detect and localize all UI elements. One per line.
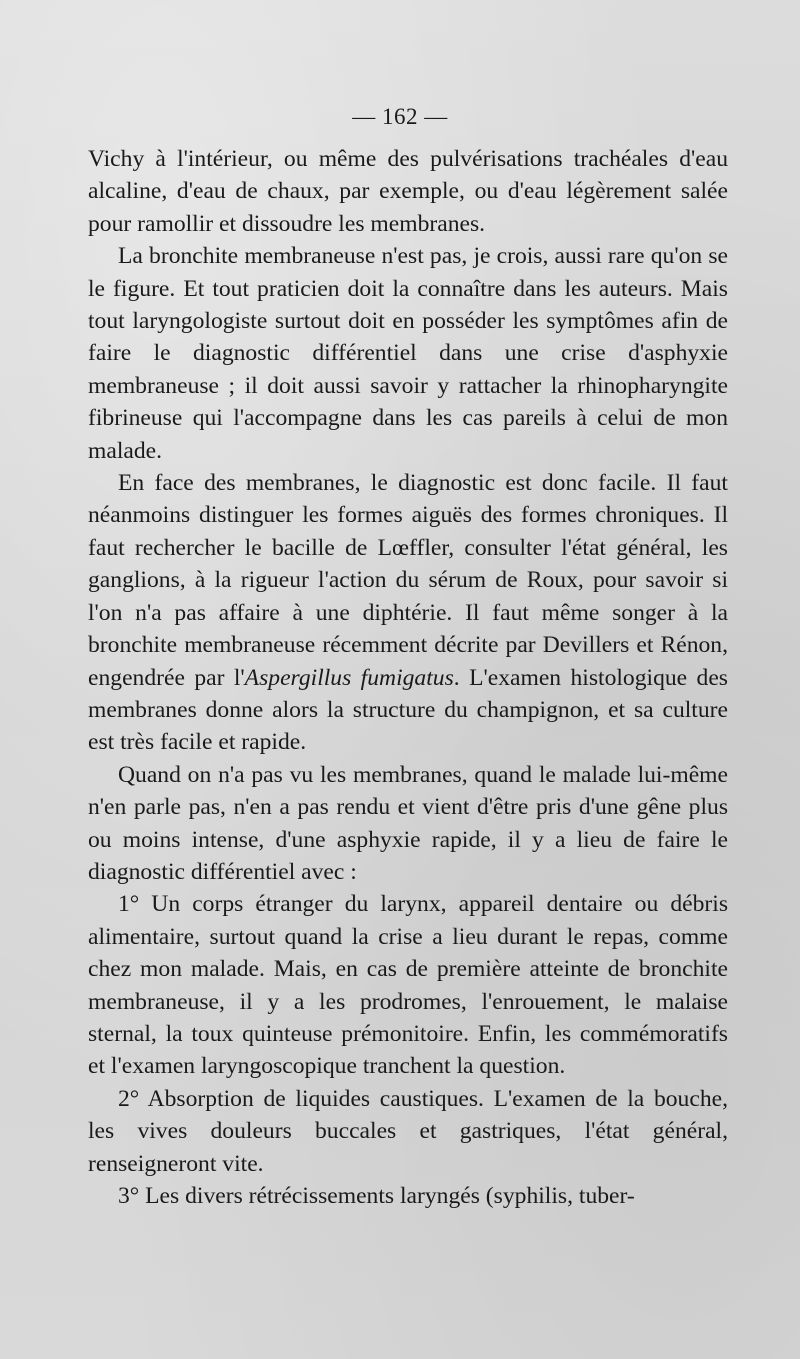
paragraph-diagnostic-text-end: . L'examen histologique des membranes donne alors la structure du champignon, et sa culture est très facile et rapide.	[88, 664, 728, 756]
species-name: Aspergillus fumigatus	[244, 664, 454, 691]
page-number: — 162 —	[352, 104, 448, 129]
paragraph-diagnostic	[88, 467, 728, 759]
paragraph-diagnostic-text: En face des membranes, le diagnostic est donc facile. Il faut néanmoins distinguer les formes aiguës des formes chroniques. Il faut rechercher le bacille de Lœffler, consulter l'état général, les ganglions, à la rigueur l'action du sérum de Roux, pour savoir si l'on n'a pas affaire à une diphtérie. Il faut même songer à la bronchite membraneuse récemment décrite par Devillers et Rénon, engendrée par l'	[88, 470, 728, 691]
list-item-liquides-caustiques: 2° Absorption de liquides caustiques. L'examen de la bouche, les vives douleurs buccales et gastriques, l'état général, renseigneront vite.	[88, 1085, 728, 1177]
list-item-corps-etranger: 1° Un corps étranger du larynx, appareil dentaire ou débris alimentaire, surtout quand la crise a lieu durant le repas, comme chez mon malade. Mais, en cas de première atteinte de bronchite membraneuse, il y a les prodromes, l'enrouement, le malaise sternal, la toux quinteuse prémonitoire. Enfin, les commémoratifs et l'examen laryngoscopique tranchent la question.	[88, 891, 728, 1080]
list-item-retrecissements: 3° Les divers rétrécissements laryngés (syphilis, tuber-	[118, 1183, 635, 1209]
paragraph-asphyxie: Quand on n'a pas vu les membranes, quand le malade lui-même n'en parle pas, n'en a pas rendu et vient d'être pris d'une gêne plus ou moins intense, d'une asphyxie rapide, il y a lieu de faire le diagnostic différentiel avec :	[88, 761, 728, 885]
paragraph-bronchite-membraneuse: La bronchite membraneuse n'est pas, je crois, aussi rare qu'on se le figure. Et tout praticien doit la connaître dans les auteurs. Mais tout laryngologiste surtout doit en posséder les symptômes afin de faire le diagnostic différentiel dans une crise d'asphyxie membraneuse ; il doit aussi savoir y rattacher la rhinopharyngite fibrineuse qui l'accompagne dans les cas pareils à celui de mon malade.	[88, 243, 728, 464]
body-text	[88, 143, 728, 1212]
paragraph-continuation: Vichy à l'intérieur, ou même des pulvérisations trachéales d'eau alcaline, d'eau de chaux, par exemple, ou d'eau légèrement salée pour ramollir et dissoudre les membranes.	[88, 146, 728, 237]
